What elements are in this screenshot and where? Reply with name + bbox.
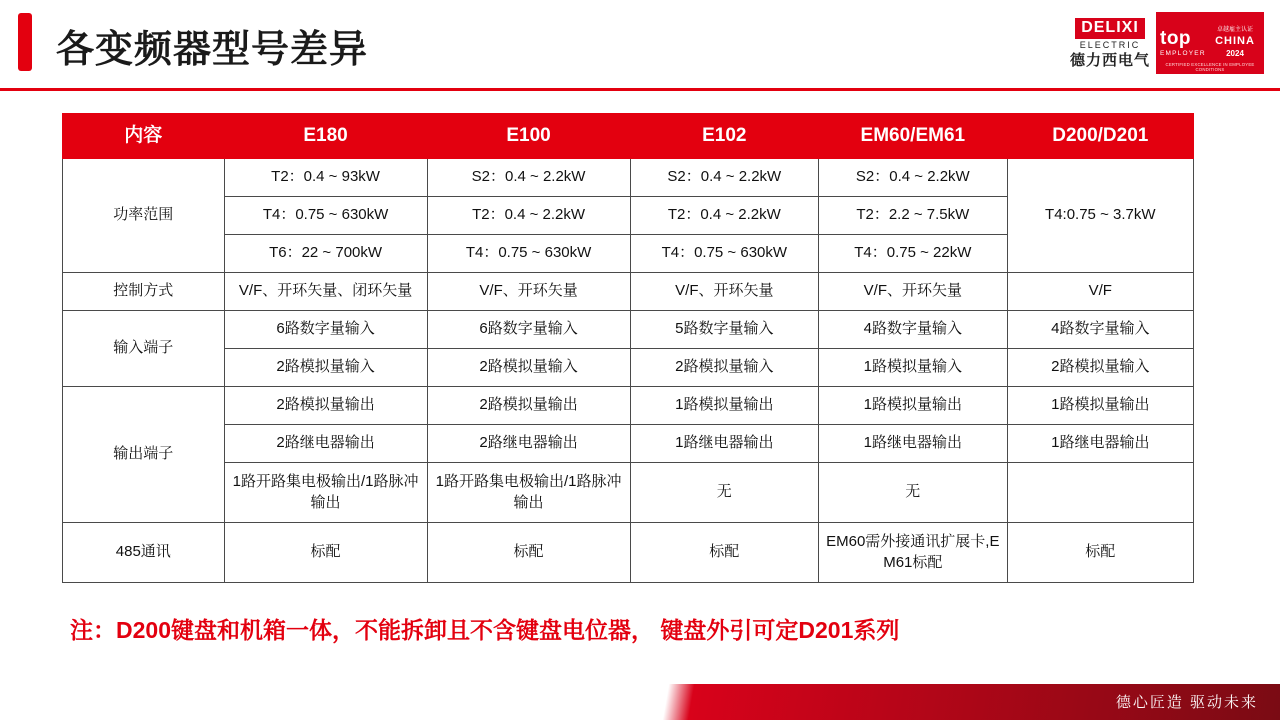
row-label-control-mode: 控制方式 (63, 273, 225, 311)
cell-input-e102-1: 5路数字量输入 (630, 311, 819, 349)
table-row (63, 349, 1194, 387)
footer-band (0, 684, 1280, 720)
cell-power-e102-2: T2：0.4 ~ 2.2kW (630, 197, 819, 235)
cell-output-e180-1: 2路模拟量输出 (224, 387, 427, 425)
cell-output-em60-1: 1路模拟量输出 (819, 387, 1008, 425)
cell-input-e102-2: 2路模拟量输入 (630, 349, 819, 387)
table-row (63, 387, 1194, 425)
table-header-row (63, 114, 1194, 159)
cell-comm-d200: 标配 (1007, 523, 1193, 583)
spec-table (62, 113, 1194, 583)
cell-comm-e102: 标配 (630, 523, 819, 583)
col-header-content: 内容 (63, 114, 225, 159)
cell-power-e180-2: T4：0.75 ~ 630kW (224, 197, 427, 235)
row-label-output-terminals: 输出端子 (63, 387, 225, 523)
cell-power-e100-1: S2：0.4 ~ 2.2kW (427, 159, 630, 197)
spec-table-wrapper (62, 113, 1194, 583)
row-label-input-terminals: 输入端子 (63, 311, 225, 387)
cell-output-d200-2: 1路继电器输出 (1007, 425, 1193, 463)
cell-output-e102-1: 1路模拟量输出 (630, 387, 819, 425)
table-row (63, 523, 1194, 583)
table-row (63, 463, 1194, 523)
top-employer-cn: 卓越雇主认证 (1216, 27, 1253, 34)
logo-group (1070, 12, 1264, 74)
delixi-logo (1070, 18, 1150, 68)
cell-comm-e180: 标配 (224, 523, 427, 583)
delixi-brand-en-sub: ELECTRIC (1079, 40, 1141, 50)
cell-power-e100-2: T2：0.4 ~ 2.2kW (427, 197, 630, 235)
cell-power-e100-3: T4：0.75 ~ 630kW (427, 235, 630, 273)
cell-comm-em60: EM60需外接通讯扩展卡,EM61标配 (819, 523, 1008, 583)
cell-input-d200-2: 2路模拟量输入 (1007, 349, 1193, 387)
header-divider (0, 88, 1280, 91)
cell-control-e100: V/F、开环矢量 (427, 273, 630, 311)
cell-power-em60-1: S2：0.4 ~ 2.2kW (819, 159, 1008, 197)
cell-input-em60-1: 4路数字量输入 (819, 311, 1008, 349)
cell-input-e180-2: 2路模拟量输入 (224, 349, 427, 387)
cell-power-e180-1: T2：0.4 ~ 93kW (224, 159, 427, 197)
cell-output-e180-2: 2路继电器输出 (224, 425, 427, 463)
cell-output-d200-3 (1007, 463, 1193, 523)
cell-power-e180-3: T6：22 ~ 700kW (224, 235, 427, 273)
row-label-power-range: 功率范围 (63, 159, 225, 273)
cell-power-e102-3: T4：0.75 ~ 630kW (630, 235, 819, 273)
cell-power-d200-merged: T4:0.75 ~ 3.7kW (1007, 159, 1193, 273)
cell-comm-e100: 标配 (427, 523, 630, 583)
cell-output-e100-3: 1路开路集电极输出/1路脉冲输出 (427, 463, 630, 523)
cell-output-e102-2: 1路继电器输出 (630, 425, 819, 463)
top-employer-footer-text: CERTIFIED EXCELLENCE IN EMPLOYEE CONDITIONS (1165, 62, 1255, 72)
delixi-brand-cn: 德力西电气 (1069, 52, 1150, 69)
top-employer-badge (1156, 12, 1264, 74)
cell-input-e100-1: 6路数字量输入 (427, 311, 630, 349)
cell-input-em60-2: 1路模拟量输入 (819, 349, 1008, 387)
delixi-brand-en: DELIXI (1075, 18, 1145, 39)
col-header-e102: E102 (630, 114, 819, 159)
col-header-em60-em61: EM60/EM61 (819, 114, 1008, 159)
row-label-485-comm: 485通讯 (63, 523, 225, 583)
top-employer-employer-word: EMPLOYER (1160, 50, 1206, 57)
cell-control-em60: V/F、开环矢量 (819, 273, 1008, 311)
top-employer-year: 2024 (1226, 48, 1244, 58)
cell-output-d200-1: 1路模拟量输出 (1007, 387, 1193, 425)
top-employer-region: CHINA (1215, 34, 1255, 47)
cell-output-em60-3: 无 (819, 463, 1008, 523)
table-row (63, 159, 1194, 197)
cell-power-em60-3: T4：0.75 ~ 22kW (819, 235, 1008, 273)
cell-power-e102-1: S2：0.4 ~ 2.2kW (630, 159, 819, 197)
footer-slogan: 德心匠造 驱动未来 (1115, 694, 1258, 711)
cell-output-e180-3: 1路开路集电极输出/1路脉冲输出 (224, 463, 427, 523)
page-footer (0, 674, 1280, 720)
cell-power-em60-2: T2：2.2 ~ 7.5kW (819, 197, 1008, 235)
table-row (63, 273, 1194, 311)
cell-output-em60-2: 1路继电器输出 (819, 425, 1008, 463)
cell-output-e100-1: 2路模拟量输出 (427, 387, 630, 425)
cell-control-e102: V/F、开环矢量 (630, 273, 819, 311)
cell-control-d200: V/F (1007, 273, 1193, 311)
col-header-e180: E180 (224, 114, 427, 159)
table-row (63, 425, 1194, 463)
cell-control-e180: V/F、开环矢量、闭环矢量 (224, 273, 427, 311)
page-header (0, 0, 1280, 88)
col-header-d200-d201: D200/D201 (1007, 114, 1193, 159)
cell-output-e100-2: 2路继电器输出 (427, 425, 630, 463)
footnote-text: 注：D200键盘和机箱一体，不能拆卸且不含键盘电位器， 键盘外引可定D201系列 (70, 617, 900, 643)
col-header-e100: E100 (427, 114, 630, 159)
page-title: 各变频器型号差异 (56, 29, 369, 71)
cell-input-d200-1: 4路数字量输入 (1007, 311, 1193, 349)
cell-output-e102-3: 无 (630, 463, 819, 523)
table-row (63, 311, 1194, 349)
title-accent-bar (18, 13, 32, 71)
cell-input-e180-1: 6路数字量输入 (224, 311, 427, 349)
cell-input-e100-2: 2路模拟量输入 (427, 349, 630, 387)
top-employer-word: top (1160, 28, 1192, 49)
